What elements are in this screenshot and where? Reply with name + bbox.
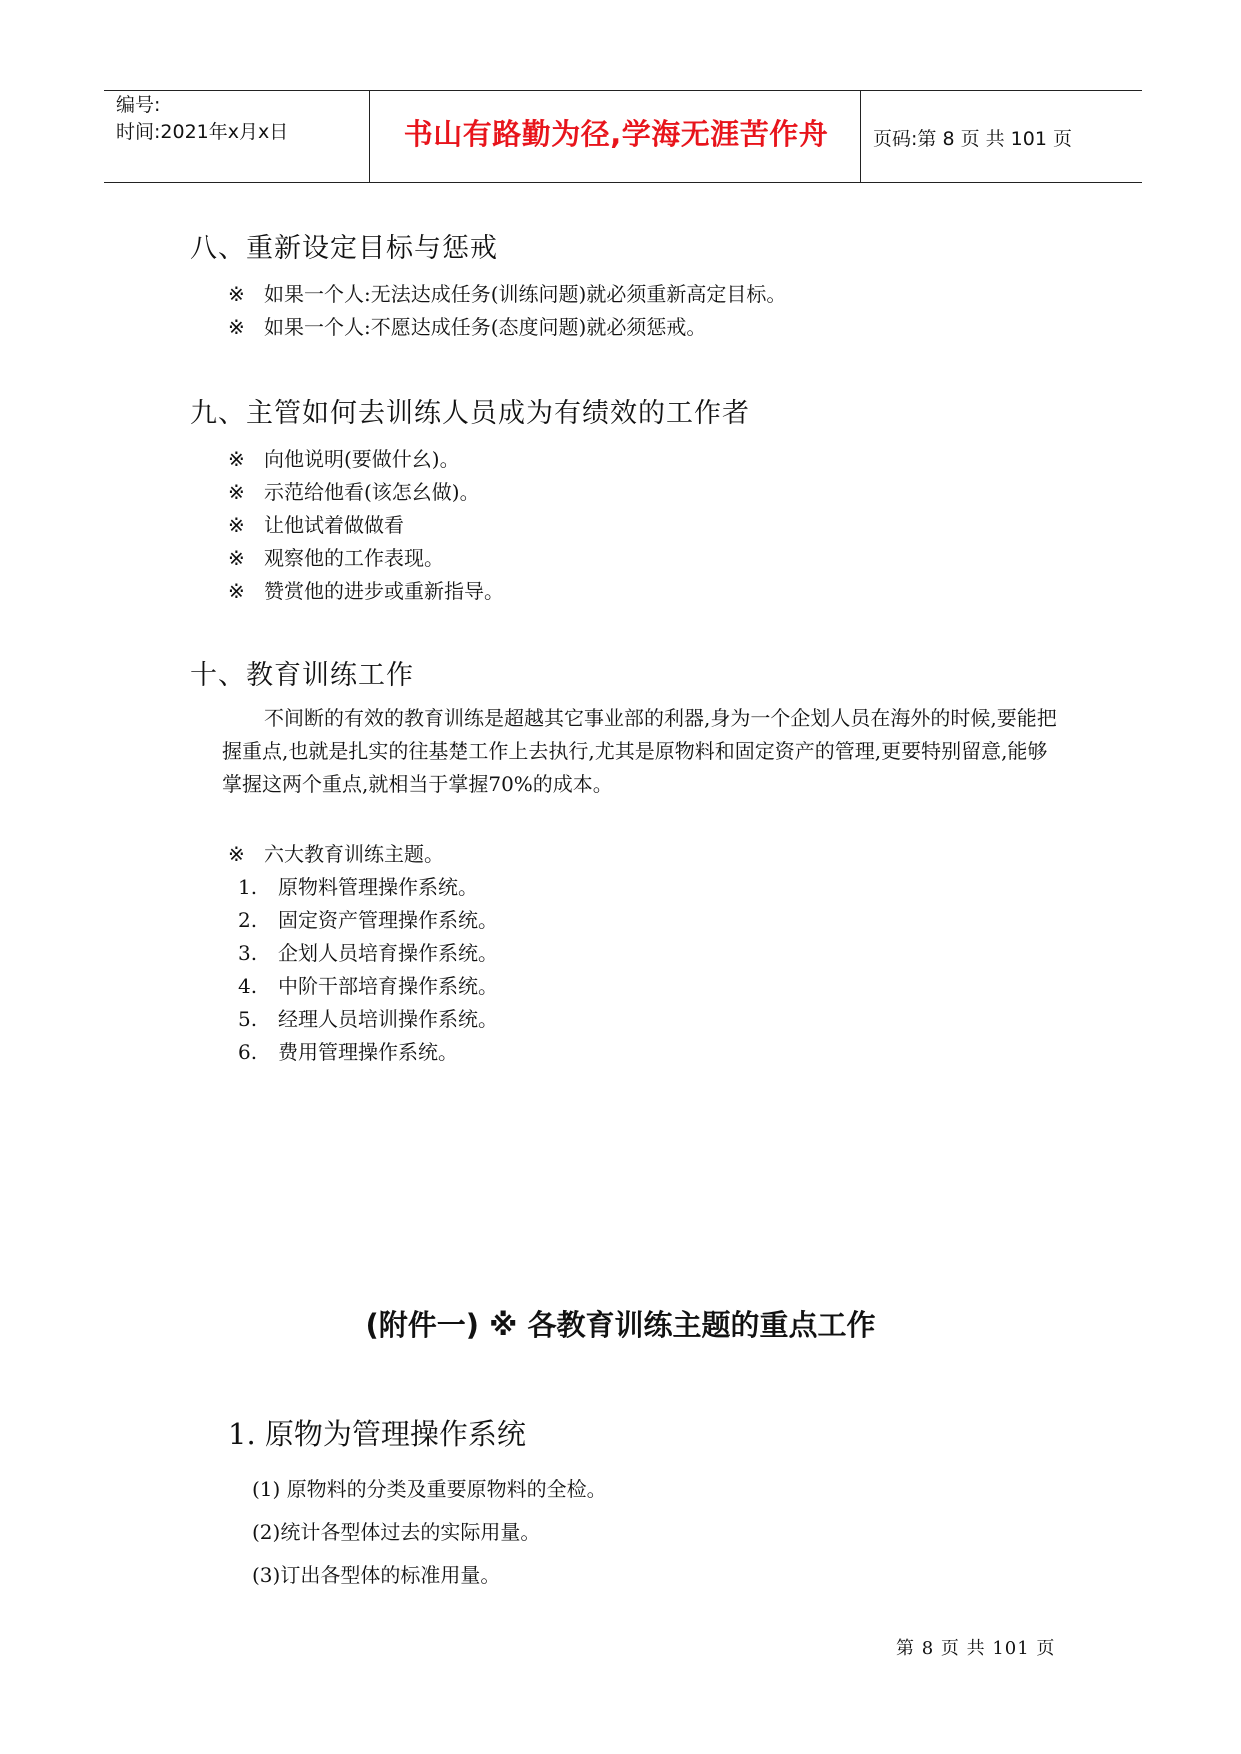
- section-10-title: 十、教育训练工作: [190, 660, 414, 691]
- theme-item: [238, 1036, 458, 1065]
- theme-text: 原物料管理操作系统。: [278, 875, 478, 899]
- bullet-text: 观察他的工作表现。: [264, 546, 444, 570]
- appendix-item: (1) 原物料的分类及重要原物料的全检。: [252, 1477, 607, 1501]
- bullet-text: 如果一个人:无法达成任务(训练问题)就必须重新高定目标。: [264, 282, 787, 306]
- themes-label: 六大教育训练主题。: [264, 842, 444, 866]
- bullet-item: [228, 443, 460, 472]
- bullet-item: [228, 311, 706, 340]
- bullet-item: [228, 476, 480, 505]
- theme-item: [238, 871, 478, 900]
- theme-number: 1.: [238, 875, 258, 899]
- page-footer: 第 8 页 共 101 页: [896, 1638, 1056, 1659]
- paragraph-text: 不间断的有效的教育训练是超越其它事业部的利器,身为一个企划人员在海外的时候,要能把握重点,也就是扎实的往基楚工作上去执行,尤其是原物料和固定资产的管理,更要特别留意,能够掌握这两个重点,就相当于掌握70%的成本。: [222, 706, 1057, 796]
- header-left-cell: [116, 92, 288, 146]
- bullet-item: [228, 542, 444, 571]
- theme-number: 6.: [238, 1040, 258, 1064]
- bullet-item: [228, 575, 504, 604]
- appendix-subsection-title: 1. 原物为管理操作系统: [228, 1417, 526, 1451]
- reference-mark-icon: ※: [228, 513, 245, 537]
- header-bottom-border: [104, 182, 1142, 183]
- theme-text: 固定资产管理操作系统。: [278, 908, 498, 932]
- header-top-border: [104, 90, 1142, 91]
- time-label: 时间:2021年x月x日: [116, 121, 289, 143]
- theme-item: [238, 1003, 498, 1032]
- theme-number: 5.: [238, 1007, 258, 1031]
- reference-mark-icon: ※: [228, 480, 245, 504]
- bullet-text: 赞赏他的进步或重新指导。: [264, 579, 504, 603]
- bullet-text: 向他说明(要做什幺)。: [264, 447, 460, 471]
- reference-mark-icon: ※: [228, 546, 245, 570]
- theme-text: 费用管理操作系统。: [278, 1040, 458, 1064]
- appendix-title: (附件一) ※ 各教育训练主题的重点工作: [365, 1308, 876, 1342]
- theme-number: 4.: [238, 974, 258, 998]
- bullet-text: 让他试着做做看: [264, 513, 404, 537]
- theme-number: 3.: [238, 941, 258, 965]
- theme-item: [238, 970, 498, 999]
- theme-text: 企划人员培育操作系统。: [278, 941, 498, 965]
- reference-mark-icon: ※: [228, 315, 245, 339]
- header-divider-right: [860, 90, 861, 183]
- bullet-item: [228, 509, 404, 538]
- appendix-item: (3)订出各型体的标准用量。: [252, 1563, 501, 1587]
- theme-item: [238, 937, 498, 966]
- header-divider-left: [369, 90, 370, 183]
- theme-item: [238, 904, 498, 933]
- themes-header: [228, 838, 444, 867]
- reference-mark-icon: ※: [228, 447, 245, 471]
- section-9-title: 九、主管如何去训练人员成为有绩效的工作者: [190, 398, 750, 429]
- number-label: 编号:: [116, 94, 161, 116]
- reference-mark-icon: ※: [228, 842, 245, 866]
- bullet-text: 示范给他看(该怎幺做)。: [264, 480, 480, 504]
- section-8-title: 八、重新设定目标与惩戒: [190, 233, 498, 264]
- appendix-item: (2)统计各型体过去的实际用量。: [252, 1520, 541, 1544]
- reference-mark-icon: ※: [228, 579, 245, 603]
- header-motto: 书山有路勤为径,学海无涯苦作舟: [403, 117, 829, 151]
- bullet-text: 如果一个人:不愿达成任务(态度问题)就必须惩戒。: [264, 315, 707, 339]
- theme-text: 经理人员培训操作系统。: [278, 1007, 498, 1031]
- header-page-label: 页码:第 8 页 共 101 页: [873, 128, 1072, 150]
- reference-mark-icon: ※: [228, 282, 245, 306]
- section-10-paragraph: [222, 702, 1062, 801]
- theme-number: 2.: [238, 908, 258, 932]
- bullet-item: [228, 278, 786, 307]
- theme-text: 中阶干部培育操作系统。: [278, 974, 498, 998]
